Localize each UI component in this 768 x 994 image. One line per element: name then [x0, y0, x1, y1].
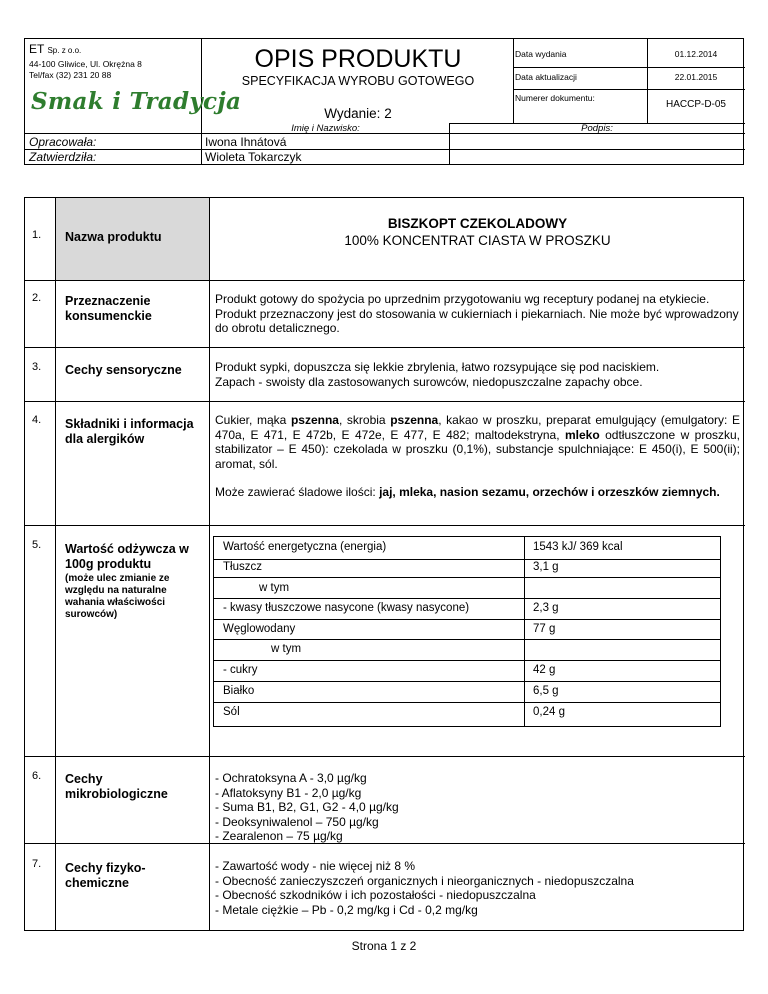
- nutrition-row-divider: [214, 598, 721, 599]
- micro-line: - Ochratoksyna A - 3,0 µg/kg: [215, 771, 367, 785]
- sensory-line: Zapach - swoisty dla zastosowanych surowców, niedopuszczalne zapachy obce.: [215, 374, 643, 389]
- nutrient-name: - kwasy tłuszczowe nasycone (kwasy nasycone): [223, 602, 470, 614]
- section-label-microbiological: Cechy mikrobiologiczne: [65, 772, 168, 801]
- nutrient-value: 6,5 g: [533, 685, 559, 697]
- section-label-sensory: Cechy sensoryczne: [65, 363, 182, 377]
- purpose-text: Produkt gotowy do spożycia po uprzednim przygotowaniu wg receptury podanej na etykiecie. Produkt przeznaczony jest do stosowania w cukierniach i piekarniach. Nie może być wprowadzony do obrotu detalicznego.: [215, 292, 739, 335]
- nutrition-row-divider: [214, 702, 721, 703]
- nutrition-row-divider: [214, 681, 721, 682]
- section-number: 5.: [32, 539, 42, 551]
- nutrient-name: Tłuszcz: [223, 561, 262, 573]
- update-date-label: Data aktualizacji: [515, 72, 577, 82]
- doc-number-label: Numerer dokumentu:: [515, 93, 595, 103]
- nutrient-value: 2,3 g: [533, 602, 559, 614]
- company-phone: Tel/fax (32) 231 20 88: [29, 70, 112, 80]
- section-label-purpose: Przeznaczenie konsumenckie: [65, 294, 152, 323]
- nutrition-row-divider: [214, 639, 721, 640]
- name-column-header: Imię i Nazwisko:: [291, 123, 360, 134]
- section-label-physicochemical: Cechy fizyko-chemiczne: [65, 861, 146, 890]
- micro-line: - Deoksyniwalenol – 750 µg/kg: [215, 814, 379, 829]
- document-header: [24, 38, 744, 165]
- issue-date-label: Data wydania: [515, 49, 567, 59]
- nutrition-table: [213, 536, 721, 727]
- trace-label: Może zawierać śladowe ilości:: [215, 485, 380, 499]
- row-divider: [25, 347, 745, 348]
- physchem-line: - Zawartość wody - nie więcej niż 8 %: [215, 859, 416, 873]
- prepared-by: Iwona Ihnátová: [205, 135, 287, 149]
- nutrition-row-divider: [214, 559, 721, 560]
- document-title: OPIS PRODUKTU: [254, 45, 462, 73]
- section-number: 4.: [32, 414, 42, 426]
- ingredient-text: , skrobia: [338, 413, 391, 427]
- section-number: 6.: [32, 770, 42, 782]
- sensory-line: Produkt sypki, dopuszcza się lekkie zbrylenia, łatwo rozsypujące się pod naciskiem.: [215, 360, 660, 374]
- row-divider: [25, 525, 745, 526]
- trace-allergens: jaj, mleka, nasion sezamu, orzechów i orzeszków ziemnych.: [379, 485, 720, 499]
- column-divider: [209, 198, 210, 931]
- company-logo: Smak i Tradycja: [31, 88, 242, 115]
- nutrient-value: 0,24 g: [533, 706, 565, 718]
- doc-number: HACCP-D-05: [665, 99, 726, 110]
- approved-by: Wioleta Tokarczyk: [205, 150, 302, 164]
- nutrient-value: 77 g: [533, 623, 556, 635]
- row-divider: [25, 401, 745, 402]
- physicochemical-list: [215, 859, 740, 917]
- company-address: 44-100 Gliwice, Ul. Okrężna 8: [29, 59, 142, 69]
- section-number: 2.: [32, 292, 42, 304]
- section-number: 1.: [32, 229, 42, 241]
- allergen: mleko: [564, 427, 600, 442]
- sensory-text: [215, 360, 740, 389]
- section-label-ingredients: Składniki i informacja dla alergików: [65, 417, 194, 446]
- nutrient-name: w tym: [259, 582, 290, 594]
- nutrient-value: 42 g: [533, 664, 556, 676]
- nutrition-row-divider: [214, 577, 721, 578]
- nutrient-value: 3,1 g: [533, 561, 559, 573]
- nutrient-name: - cukry: [223, 664, 258, 676]
- physchem-line: - Obecność zanieczyszczeń organicznych i nieorganicznych - niedopuszczalna: [215, 873, 634, 888]
- nutrition-col-divider: [524, 537, 525, 727]
- header-divider: [513, 39, 514, 123]
- micro-line: - Zearalenon – 75 µg/kg: [215, 829, 343, 843]
- micro-line: - Suma B1, B2, G1, G2 - 4,0 µg/kg: [215, 800, 399, 814]
- product-name: BISZKOPT CZEKOLADOWY: [387, 216, 568, 231]
- trace-allergens-text: [215, 485, 740, 500]
- update-date: 22.01.2015: [674, 72, 718, 82]
- micro-line: - Aflatoksyny B1 - 2,0 µg/kg: [215, 785, 362, 800]
- nutrient-name: Wartość energetyczna (energia): [223, 541, 387, 553]
- document-subtitle: SPECYFIKACJA WYROBU GOTOWEGO: [241, 74, 475, 88]
- edition-number: Wydanie: 2: [324, 106, 392, 121]
- nutrition-row-divider: [214, 619, 721, 620]
- nutrient-name: Białko: [223, 685, 255, 697]
- allergen: pszenna: [290, 413, 339, 427]
- header-rule: [513, 89, 745, 90]
- column-divider: [55, 198, 56, 931]
- section-label-product-name: Nazwa produktu: [65, 230, 162, 244]
- row-divider: [25, 756, 745, 757]
- ingredient-text: , kakao w proszku, preparat emulgujący (emulgatory: E 470a, E 471, E 472b, E 472e, E 477, E 482; maltodekstryna,: [215, 413, 741, 442]
- ingredient-text: odtłuszczone w proszku, stabilizator – E 450): czekolada w proszku (0,1%), substancje spulchniające: E 450(i), E 500(ii); aromat, sól.: [215, 427, 741, 471]
- row-divider: [25, 280, 745, 281]
- nutrition-note: (może ulec zmianie ze względu na naturalne wahania właściwości surowców): [65, 573, 170, 620]
- signature-column-header: Podpis:: [581, 123, 613, 134]
- allergen: pszenna: [390, 413, 439, 427]
- ingredient-text: Cukier, mąka: [215, 413, 291, 427]
- nutrient-name: w tym: [271, 643, 302, 655]
- company-name: ET Sp. z o.o.: [29, 42, 82, 56]
- approved-label: Zatwierdziła:: [29, 150, 97, 164]
- prepared-label: Opracowała:: [29, 135, 97, 149]
- nutrient-name: Węglowodany: [223, 623, 296, 635]
- header-rule: [25, 149, 745, 150]
- physchem-line: - Obecność szkodników i ich pozostałości - niedopuszczalna: [215, 888, 536, 902]
- microbiological-list: [215, 771, 740, 844]
- header-rule: [513, 67, 745, 68]
- physchem-line: - Metale ciężkie – Pb - 0,2 mg/kg i Cd - 0,2 mg/kg: [215, 902, 478, 917]
- ingredients-text: [215, 413, 740, 471]
- nutrient-value: 1543 kJ/ 369 kcal: [533, 541, 623, 553]
- product-type: 100% KONCENTRAT CIASTA W PROSZKU: [344, 233, 611, 248]
- page-number: Strona 1 z 2: [351, 939, 417, 953]
- nutrition-row-divider: [214, 660, 721, 661]
- section-number: 7.: [32, 858, 42, 870]
- nutrient-name: Sól: [223, 706, 240, 718]
- issue-date: 01.12.2014: [674, 49, 718, 59]
- section-number: 3.: [32, 361, 42, 373]
- section-label-nutrition: Wartość odżywcza w 100g produktu: [65, 542, 189, 571]
